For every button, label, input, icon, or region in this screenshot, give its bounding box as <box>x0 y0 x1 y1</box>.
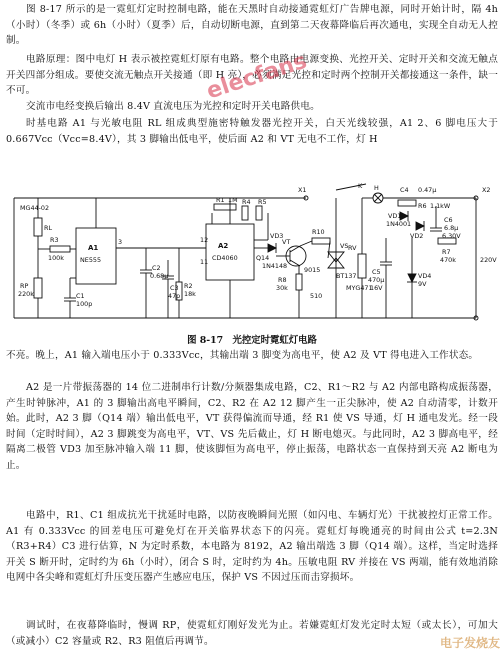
label-c4: C4 <box>400 186 409 194</box>
label-r10-value: 510 <box>310 292 323 300</box>
label-a2: A2 <box>218 242 229 250</box>
label-vd3: VD3 <box>270 232 284 240</box>
watermark: elecfans <box>203 48 310 105</box>
label-c3: C3 <box>170 284 179 292</box>
label-rp-value: 220k <box>18 290 34 298</box>
paragraph-power: 交流市电经变换后输出 8.4V 直流电压为光控和定时开关电路供电。 <box>26 101 320 112</box>
label-h: H <box>374 184 379 192</box>
label-x2: X2 <box>482 186 491 194</box>
label-vt-type: 9015 <box>304 266 321 274</box>
figure-caption: 图 8-17 光控定时霓虹灯电路 <box>187 335 317 346</box>
label-c1: C1 <box>76 292 85 300</box>
label-vt: VT <box>282 238 291 246</box>
label-c6-voltage: 6.30V <box>442 232 461 240</box>
label-r6-value: 1.1kW <box>430 202 451 210</box>
label-c5: C5 <box>372 268 381 276</box>
label-c2: C2 <box>152 264 161 272</box>
paragraph-intro: 图 8-17 所示的是一霓虹灯定时控制电路，能在天黑时自动接通霓虹灯广告牌电源，同时开始计时，隔 4h（小时）（冬季）或 6h（小时）（夏季）后，自动切断电源，直到第二天夜幕降临后再次通电，实现全自动无人控制。 <box>6 4 498 47</box>
label-vd2: VD2 <box>410 232 424 240</box>
label-mains-voltage: 220V <box>480 256 497 264</box>
paragraph-night: 不亮。晚上，A1 输入端电压小于 0.333Vcc，其输出端 3 脚变为高电平，使 A2 及 VT 得电进入工作状态。 <box>6 350 479 361</box>
label-r10: R10 <box>312 228 325 236</box>
label-r2-value: 18k <box>184 290 196 298</box>
label-pin12: 12 <box>200 236 209 244</box>
label-c2-value: 0.68μ <box>150 272 169 280</box>
label-k: K <box>358 182 363 190</box>
paragraph-light-switch: 时基电路 A1 与光敏电阻 RL 组成典型施密特触发器光控开关，白天光线较强，A1 2、6 脚电压大于 0.667Vcc（Vcc=8.4V），其 3 脚输出低电平，使后面 A2 和 VT 无电不工作，灯 H <box>6 118 498 145</box>
paragraph-principle: 电路原理：图中电灯 H 表示被控霓虹灯原有电路。整个电路由电源变换、光控开关、定时开关和交流无触点开关四部分组成。要使交流无触点开关接通（即 H 亮），必须满足光控和定时两个控制开关都接通这一条件，缺一不可。 <box>6 54 498 97</box>
label-rv: RV <box>348 244 357 252</box>
label-vd3-type: 1N4148 <box>262 262 288 270</box>
label-a1: A1 <box>88 244 99 252</box>
label-c1-value: 100p <box>76 300 93 308</box>
label-x1: X1 <box>298 186 307 194</box>
paragraph-counter: A2 是一片带振荡器的 14 位二进制串行计数/分频器集成电路，C2、R1～R2 与 A2 内部电路构成振荡器，产生时钟脉冲，A1 的 3 脚输出高电平瞬间，C2、R2 在 A2 12 脚产生一正尖脉冲，使 A2 自动清零，计数开始。此时，A2 3 脚（Q14 端）输出低电平，VT 获得偏流而导通，经 R1 使 VS 导通，灯 H 通电发光。经一段时间（定时时间），A2 3 脚跳变为高电平，VT、VS 先后截止，灯 H 断电熄灭。与此同时，A2 3 脚高电平，经隔离二极管 VD3 加至脉冲输入端 11 脚，使该脚恒为高电平，停止振荡，电路状态一直保持到天亮 A2 断电为止。 <box>6 382 498 471</box>
label-rl: RL <box>44 224 53 232</box>
label-r8-value: 30k <box>276 284 288 292</box>
label-c5-voltage: 16V <box>370 284 383 292</box>
label-a2-type: CD4060 <box>212 254 238 262</box>
label-pin-q14: Q14 <box>256 254 270 262</box>
label-vd1-type: 1N4001 <box>386 220 412 228</box>
label-a1-type: NE555 <box>80 256 102 264</box>
label-c6-value: 6.8μ <box>444 224 459 232</box>
label-r6: R6 <box>418 202 427 210</box>
label-c3-value: 47p <box>168 292 181 300</box>
label-r1: R1 <box>216 196 225 204</box>
label-rv-type: MYG471 <box>346 284 373 292</box>
paragraph-debug: 调试时，在夜幕降临时，慢调 RP，使霓虹灯刚好发光为止。若嫌霓虹灯发光定时太短（或太长），可加大（或减小）C2 容量或 R2、R3 阻值后再调节。 <box>6 620 498 647</box>
label-vd1: VD1 <box>388 212 402 220</box>
label-pin11: 11 <box>200 258 209 266</box>
corner-watermark: 电子发烧友 <box>439 636 500 650</box>
label-vs: VS <box>340 242 349 250</box>
label-r2: R2 <box>184 282 193 290</box>
label-c6: C6 <box>444 216 453 224</box>
label-pin3: 3 <box>118 238 123 246</box>
label-vs-type: BT137 <box>336 272 357 280</box>
label-vd4-value: 9V <box>418 280 427 288</box>
label-r3: R3 <box>50 236 59 244</box>
label-r4: R4 <box>242 198 251 206</box>
label-r5: R5 <box>258 198 267 206</box>
label-r7: R7 <box>442 248 451 256</box>
circuit-diagram <box>6 178 498 330</box>
label-r8: R8 <box>278 276 287 284</box>
label-r7-value: 470k <box>440 256 456 264</box>
label-c4-value: 0.47μ <box>418 186 437 194</box>
label-rp: RP <box>20 282 29 290</box>
label-mg: MG44-02 <box>20 204 50 212</box>
paragraph-anti-interference: 电路中，R1、C1 组成抗光干扰延时电路，以防夜晚瞬间光照（如闪电、车辆灯光）干扰被控灯正常工作。A1 有 0.333Vcc 的回差电压可避免灯在开关临界状态下的闪亮。霓虹灯每晚通亮的时间由公式 t=2.3N（R3+R4）C3 进行估算，N 为定时系数，本电路为 8192，A2 输出端选 3 脚（Q14 端）。这样，当定时选择开关 S 断开时，定时约为 6h（小时），闭合 S 时，定时约为 4h。压敏电阻 RV 并接在 VS 两端，能有效地消除电网中各尖峰和霓虹灯升压变压器产生感应电压，保护 VS 不因过压而击穿损坏。 <box>6 510 498 584</box>
label-r1-value: 1M <box>228 196 238 204</box>
label-r3-value: 100k <box>48 254 64 262</box>
label-vd4: VD4 <box>418 272 432 280</box>
label-c5-value: 470μ <box>368 276 385 284</box>
